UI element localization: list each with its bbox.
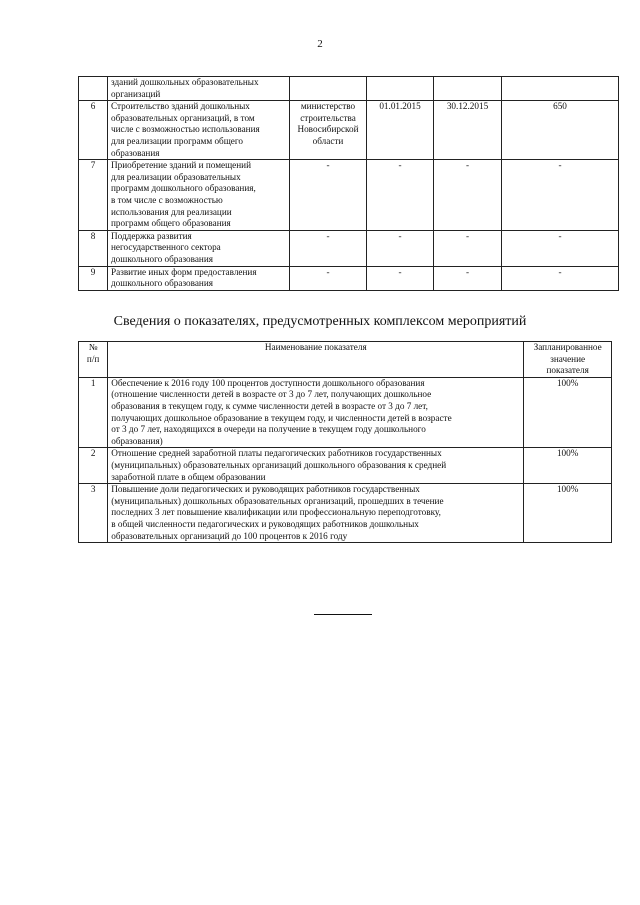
measure-name-line: использования для реализации [111, 206, 232, 217]
indicator-name-line: от 3 до 7 лет, находящихся в очереди на получение в текущем году дошкольного [111, 424, 426, 435]
measure-name [108, 101, 290, 160]
table-row [79, 266, 619, 290]
table-row [79, 448, 612, 484]
indicator-name-line: заработной плате в общем образовании [111, 471, 266, 482]
measure-name-line: в том числе с возможностью [111, 194, 223, 205]
measure-amount: - [502, 230, 619, 266]
table-row [79, 160, 619, 231]
indicators-table-header [79, 342, 612, 378]
measure-number [79, 77, 108, 101]
measure-start-date: - [367, 230, 434, 266]
measure-name-line: Приобретение зданий и помещений [111, 160, 251, 171]
measure-name-line: для реализации программ общего [111, 135, 244, 146]
measure-name-line: зданий дошкольных образовательных [111, 77, 259, 87]
indicator-name-line: образования) [111, 435, 163, 446]
measure-name [108, 266, 290, 290]
indicator-name-line: в общей численности педагогических и руководящих работников дошкольных [111, 518, 419, 529]
measure-name-line: Развитие иных форм предоставления [111, 266, 257, 277]
measure-executor [290, 101, 367, 160]
measure-executor-line: строительства [300, 112, 356, 123]
indicator-name-line: последних 3 лет повышение квалификации или профессиональную переподготовку, [111, 507, 441, 518]
measure-start-date: - [367, 266, 434, 290]
indicator-name-line: Повышение доли педагогических и руководящих работников государственных [111, 484, 420, 495]
measure-name [108, 77, 290, 101]
measure-name [108, 230, 290, 266]
measure-end-date: - [434, 266, 502, 290]
indicator-name [108, 377, 524, 448]
header-indicator-name: Наименование показателя [108, 342, 524, 378]
indicators-table [78, 341, 612, 543]
header-value-line: Запланированное [533, 342, 602, 352]
header-number-line: № [88, 342, 98, 352]
measure-name-line: числе с возможностью использования [111, 124, 260, 135]
indicator-name [108, 484, 524, 543]
section-title: Сведения о показателях, предусмотренных комплексом мероприятий [113, 314, 527, 329]
header-value-line: показателя [546, 365, 589, 376]
indicator-name-line: Отношение средней заработной платы педагогических работников государственных [111, 448, 442, 459]
measure-name-line: негосударственного сектора [111, 242, 221, 253]
measure-name-line: дошкольного образования [111, 278, 213, 289]
measure-name-line: для реализации образовательных [111, 171, 241, 182]
header-planned-value [524, 342, 612, 378]
indicator-name-line: (муниципальных) дошкольных образовательных организаций, прошедших в течение [111, 495, 444, 506]
indicator-name-line: образования в текущем году, к сумме численности детей в возрасте от 3 до 7 лет, [111, 400, 428, 411]
measure-start-date: 01.01.2015 [367, 101, 434, 160]
measure-amount [502, 77, 619, 101]
measure-end-date: 30.12.2015 [434, 101, 502, 160]
indicator-number: 1 [79, 377, 108, 448]
table-row [79, 230, 619, 266]
measure-name [108, 160, 290, 231]
table-row [79, 377, 612, 448]
measure-name-line: организаций [111, 88, 161, 99]
page-number: 2 [317, 38, 323, 50]
indicator-value: 100% [524, 448, 612, 484]
indicator-number: 3 [79, 484, 108, 543]
indicator-name [108, 448, 524, 484]
measure-executor [290, 77, 367, 101]
header-number [79, 342, 108, 378]
measure-executor-line: - [326, 266, 330, 277]
measure-name-line: программ общего образования [111, 218, 231, 229]
measure-number: 9 [79, 266, 108, 290]
measure-amount: - [502, 266, 619, 290]
measure-executor [290, 160, 367, 231]
indicator-value: 100% [524, 377, 612, 448]
footer-divider [314, 614, 372, 615]
measure-name-line: образования [111, 147, 160, 158]
measure-name-line: образовательных организаций, в том [111, 112, 255, 123]
measure-executor-line: министерство [300, 101, 356, 112]
measure-number: 8 [79, 230, 108, 266]
measure-number: 7 [79, 160, 108, 231]
measure-executor-line: - [326, 230, 330, 241]
indicator-value: 100% [524, 484, 612, 543]
measure-end-date: - [434, 230, 502, 266]
header-number-line: п/п [86, 353, 100, 364]
measure-name-line: Строительство зданий дошкольных [111, 101, 250, 112]
measure-start-date [367, 77, 434, 101]
table-row [79, 77, 619, 101]
table-row [79, 484, 612, 543]
indicator-name-line: получающих дошкольное образование в текущем году, и численности детей в возрасте [111, 412, 452, 423]
indicator-number: 2 [79, 448, 108, 484]
measure-executor-line: Новосибирской [297, 124, 359, 135]
indicator-name-line: Обеспечение к 2016 году 100 процентов доступности дошкольного образования [111, 377, 425, 388]
measure-executor [290, 266, 367, 290]
header-value-line: значение [550, 353, 586, 364]
table-row [79, 101, 619, 160]
measures-table [78, 76, 619, 291]
measure-executor-line: области [312, 135, 344, 146]
measure-amount: 650 [502, 101, 619, 160]
measure-executor [290, 230, 367, 266]
measure-name-line: Поддержка развития [111, 230, 192, 241]
measure-start-date: - [367, 160, 434, 231]
measure-number: 6 [79, 101, 108, 160]
indicator-name-line: образовательных организаций до 100 процентов к 2016 году [111, 530, 348, 541]
measure-end-date [434, 77, 502, 101]
measure-name-line: программ дошкольного образования, [111, 183, 256, 194]
indicator-name-line: (муниципальных) образовательных организаций дошкольного образования к средней [111, 459, 447, 470]
measure-executor-line: - [326, 160, 330, 171]
measure-name-line: дошкольного образования [111, 253, 213, 264]
indicator-name-line: (отношение численности детей в возрасте от 3 до 7 лет, получающих дошкольное [111, 389, 432, 400]
measure-end-date: - [434, 160, 502, 231]
measure-amount: - [502, 160, 619, 231]
